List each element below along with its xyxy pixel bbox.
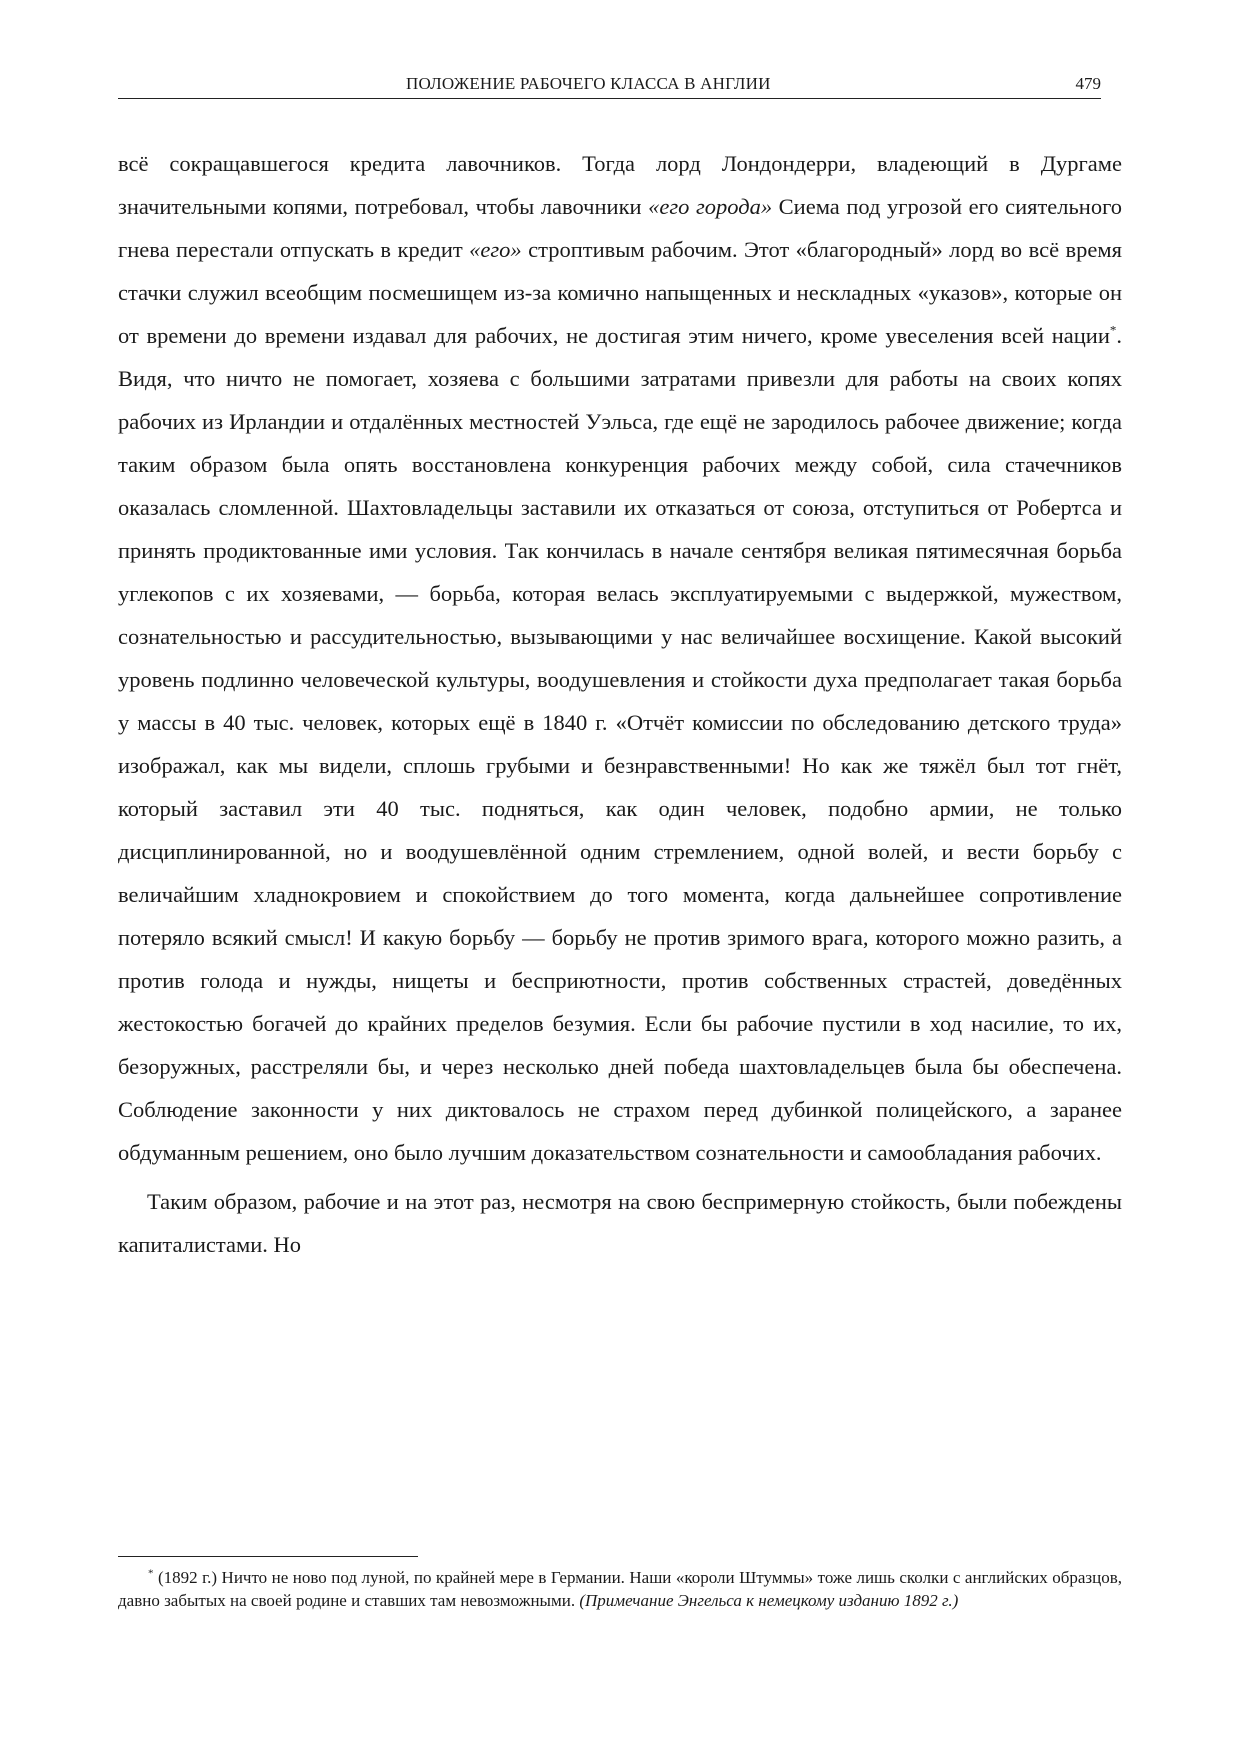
- paragraph-1-part-3: строптивым рабочим. Этот «благородный» лорд во всё время стачки служил всеобщим посмешищем из-за комично напыщенных и нескладных «указов», которые он от времени до времени издавал для рабочих, не достигая этим ничего, кроме увеселения всей нации: [118, 237, 1122, 348]
- footnote-divider: [118, 1556, 418, 1557]
- footnote-reference[interactable]: *: [1109, 322, 1117, 338]
- footnote-mark: *: [148, 1567, 154, 1580]
- page-number: 479: [1075, 74, 1101, 93]
- footnote: [118, 1566, 1122, 1612]
- running-title: ПОЛОЖЕНИЕ РАБОЧЕГО КЛАССА В АНГЛИИ: [406, 74, 771, 93]
- running-header: [118, 72, 1101, 99]
- paragraph-1-part-1: всё сокращавшегося кредита лавочников. Тогда лорд Лондондерри, владеющий в Дургаме значительными копями, потребовал, чтобы лавочники: [118, 151, 1122, 219]
- paragraph-1-emphasis-2: «его»: [469, 237, 522, 262]
- footnote-text: (1892 г.) Ничто не ново под луной, по крайней мере в Германии. Наши «короли Штуммы» тоже лишь сколки с английских образцов, давно забытых на своей родине и ставших там невозможными.: [118, 1568, 1122, 1610]
- paragraph-1-part-2: Сиема под угрозой его сиятельного гнева перестали отпускать в кредит: [118, 194, 1122, 262]
- paragraph-2: Таким образом, рабочие и на этот раз, несмотря на свою беспримерную стойкость, были побеждены капиталистами. Но: [118, 1189, 1122, 1257]
- paragraph-1-part-4: . Видя, что ничто не помогает, хозяева с большими затратами привезли для работы на своих копях рабочих из Ирландии и отдалённых местностей Уэльса, где ещё не зародилось рабочее движение; когда таким образом была опять восстановлена конкуренция рабочих между собой, сила стачечников оказалась сломленной. Шахтовладельцы заставили их отказаться от союза, отступиться от Робертса и принять продиктованные ими условия. Так кончилась в начале сентября великая пятимесячная борьба углекопов с их хозяевами, — борьба, которая велась эксплуатируемыми с выдержкой, мужеством, сознательностью и рассудительностью, вызывающими у нас величайшее восхищение. Какой высокий уровень подлинно человеческой культуры, воодушевления и стойкости духа предполагает такая борьба у массы в 40 тыс. человек, которых ещё в 1840 г. «Отчёт комиссии по обследованию детского труда» изображал, как мы видели, сплошь грубыми и безнравственными! Но как же тяжёл был тот гнёт, который заставил эти 40 тыс. подняться, как один человек, подобно армии, не только дисциплинированной, но и воодушевлённой одним стремлением, одной волей, и вести борьбу с величайшим хладнокровием и спокойствием до того момента, когда дальнейшее сопротивление потеряло всякий смысл! И какую борьбу — борьбу не против зримого врага, которого можно разить, а против голода и нужды, нищеты и бесприютности, против собственных страстей, доведённых жестокостью богачей до крайних пределов безумия. Если бы рабочие пустили в ход насилие, то их, безоружных, расстреляли бы, и через несколько дней победа шахтовладельцев была бы обеспечена. Соблюдение законности у них диктовалось не страхом перед дубинкой полицейского, а заранее обдуманным решением, оно было лучшим доказательством сознательности и самообладания рабочих.: [118, 323, 1122, 1165]
- main-text: [118, 142, 1122, 1266]
- paragraph-1-emphasis-1: «его города»: [648, 194, 773, 219]
- footnote-editor-note: (Примечание Энгельса к немецкому изданию 1892 г.): [579, 1591, 959, 1610]
- paragraph-1: [118, 142, 1122, 1174]
